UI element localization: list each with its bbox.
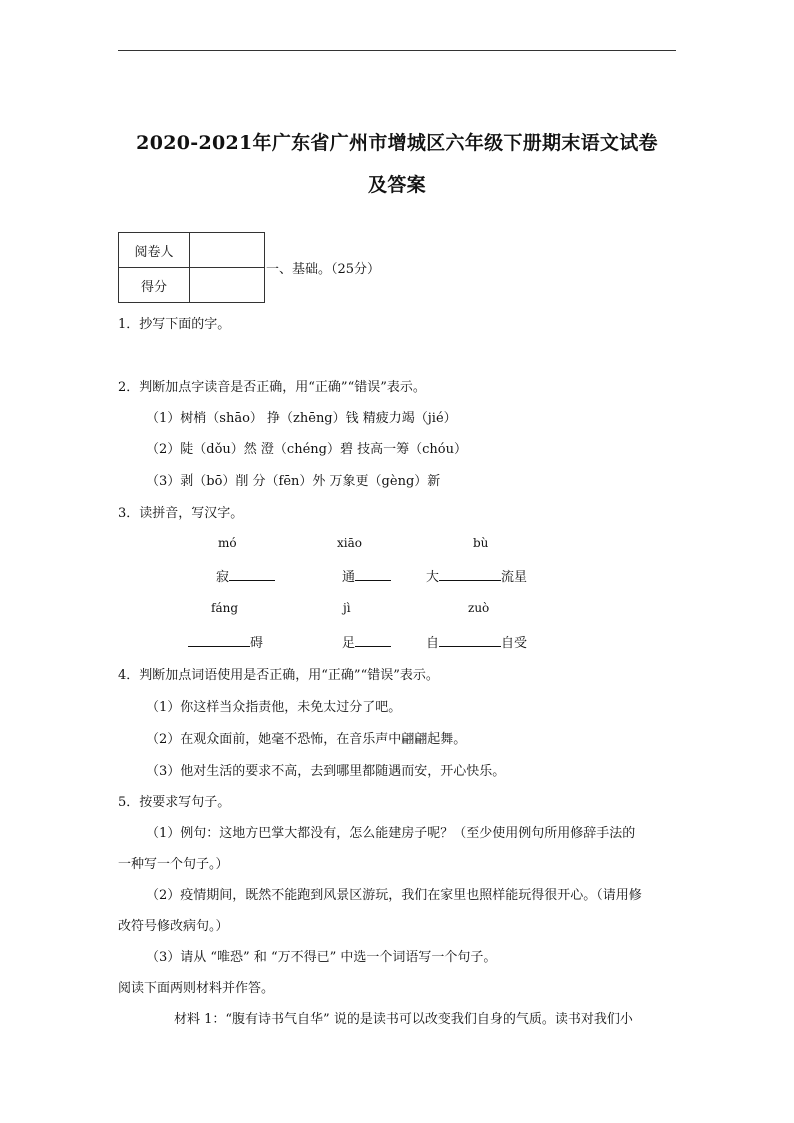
word-text: 通 xyxy=(342,570,356,585)
answer-blank[interactable] xyxy=(188,634,250,647)
word-text: 自受 xyxy=(501,636,528,651)
section-heading: 一、基础。（25分） xyxy=(266,262,381,277)
page-title: 2020-2021年广东省广州市增城区六年级下册期末语文试卷 xyxy=(136,132,658,154)
question-4-item: （1）你这样当众指责他，未免太过分了吧。 xyxy=(146,700,402,715)
reading-intro: 阅读下面两则材料并作答。 xyxy=(118,981,275,996)
answer-blank[interactable] xyxy=(229,568,275,581)
answer-blank[interactable] xyxy=(355,634,391,647)
page-title-continued: 及答案 xyxy=(368,174,426,196)
question-5-item-cont: 一种写一个句子。） xyxy=(118,857,229,872)
question-4: 4．判断加点词语使用是否正确，用“正确”“错误”表示。 xyxy=(118,668,439,683)
question-3: 3．读拼音，写汉字。 xyxy=(118,506,244,521)
word-text: 大 xyxy=(426,570,440,585)
score-cell xyxy=(190,268,265,303)
reader-label: 阅卷人 xyxy=(119,233,190,268)
question-5-item: （1）例句：这地方巴掌大都没有，怎么能建房子呢？（至少使用例句所用修辞手法的 xyxy=(146,826,636,841)
question-2-item: （1）树梢（shāo） 挣（zhēng）钱 精疲力竭（jié） xyxy=(146,411,457,426)
word-row xyxy=(342,632,391,651)
word-row xyxy=(342,566,391,585)
answer-blank[interactable] xyxy=(355,568,391,581)
word-text: 足 xyxy=(342,636,356,651)
word-text: 寂 xyxy=(216,570,230,585)
word-text: 流星 xyxy=(501,570,528,585)
grader-table xyxy=(118,232,265,303)
score-label: 得分 xyxy=(119,268,190,303)
reading-material-1: 材料 1：“腹有诗书气自华” 说的是读书可以改变我们自身的气质。读书对我们小 xyxy=(174,1012,633,1027)
question-1: 1．抄写下面的字。 xyxy=(118,317,231,332)
pinyin-label: zuò xyxy=(468,601,490,615)
word-row xyxy=(216,566,275,585)
question-2-item: （2）陡（dǒu）然 澄（chéng）碧 技高一筹（chóu） xyxy=(146,442,467,457)
word-text: 自 xyxy=(426,636,440,651)
pinyin-label: fáng xyxy=(211,601,239,615)
pinyin-label: mó xyxy=(218,536,237,550)
question-2-item: （3）剥（bō）削 分（fēn）外 万象更（gèng）新 xyxy=(146,474,441,489)
answer-blank[interactable] xyxy=(439,634,501,647)
header-rule xyxy=(118,50,676,51)
question-4-item: （3）他对生活的要求不高，去到哪里都随遇而安，开心快乐。 xyxy=(146,764,506,779)
question-5-item: （3）请从 “唯恐” 和 “万不得已” 中选一个词语写一个句子。 xyxy=(146,950,497,965)
question-5: 5．按要求写句子。 xyxy=(118,795,231,810)
question-4-item: （2）在观众面前，她毫不恐怖，在音乐声中翩翩起舞。 xyxy=(146,732,467,747)
pinyin-label: jì xyxy=(343,601,351,615)
word-row xyxy=(188,632,263,651)
answer-blank[interactable] xyxy=(439,568,501,581)
question-5-item: （2）疫情期间，既然不能跑到风景区游玩，我们在家里也照样能玩得很开心。（请用修 xyxy=(146,888,642,903)
word-text: 碍 xyxy=(250,636,264,651)
reader-cell xyxy=(190,233,265,268)
pinyin-label: bù xyxy=(473,536,489,550)
word-row xyxy=(426,566,527,585)
word-row xyxy=(426,632,527,651)
question-2: 2．判断加点字读音是否正确，用“正确”“错误”表示。 xyxy=(118,380,426,395)
pinyin-label: xiāo xyxy=(337,536,362,550)
question-5-item-cont: 改符号修改病句。） xyxy=(118,919,229,934)
